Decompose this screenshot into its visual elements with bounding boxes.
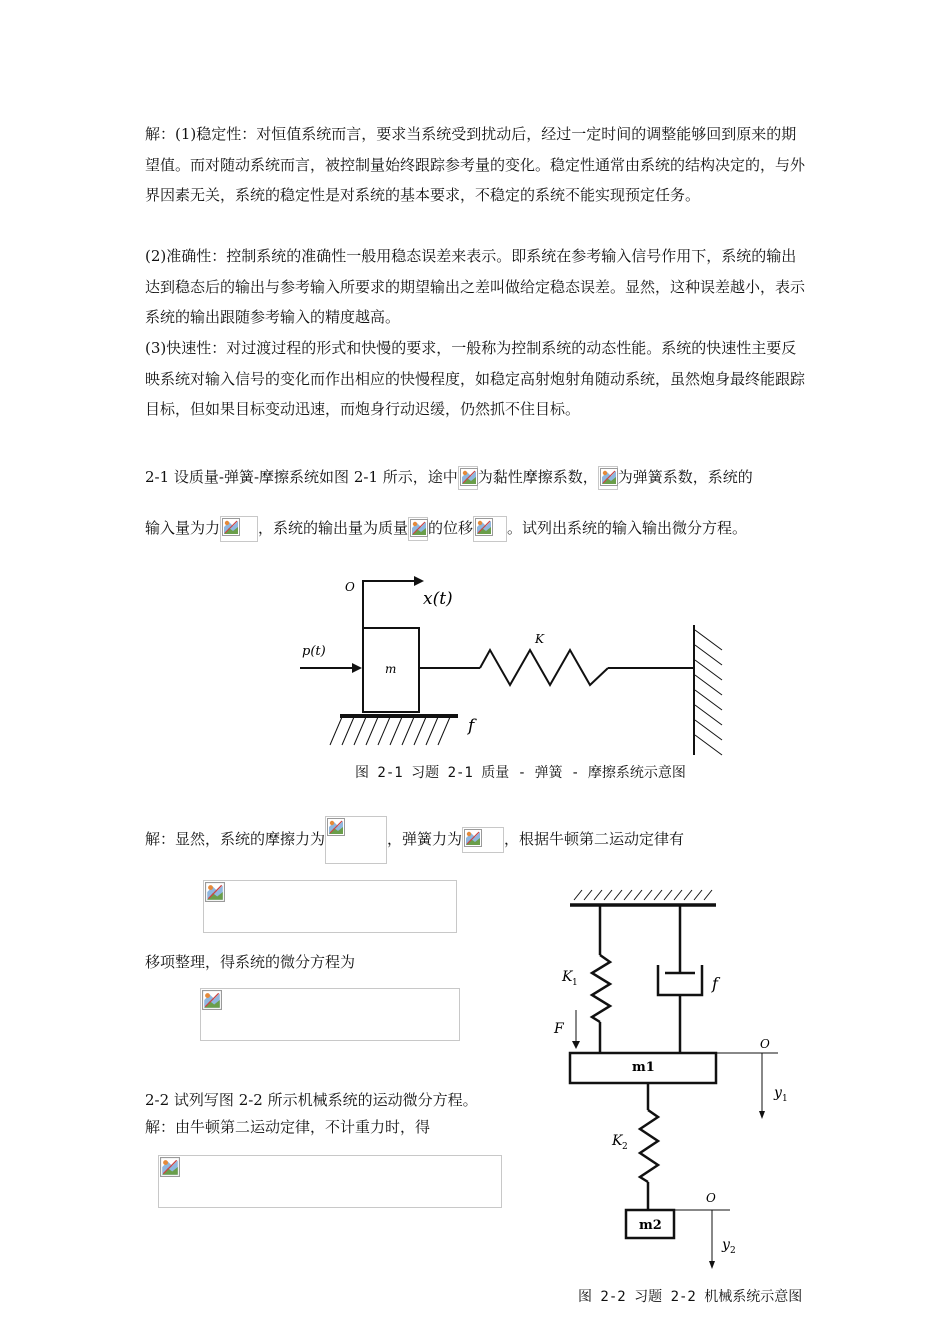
figure-2-2-diagram	[540, 885, 810, 1270]
solution-paragraph-stability: 解：(1)稳定性：对恒值系统而言，要求当系统受到扰动后，经过一定时间的调整能够回到原来的期望值。而对随动系统而言，被控制量始终跟踪参考量的变化。稳定性通常由系统的结构决定的，与外界因素无关，系统的稳定性是对系统的基本要求，不稳定的系统不能实现预定任务。	[145, 125, 806, 204]
label-damper: f	[712, 974, 718, 993]
broken-image-icon	[202, 990, 222, 1010]
label-m2: m2	[639, 1218, 662, 1233]
label-y1-sub: 1	[782, 1094, 788, 1104]
label-force: F	[554, 1021, 564, 1037]
label-origin: O	[345, 580, 355, 594]
ceiling-hatch	[574, 890, 712, 900]
broken-image-icon	[220, 516, 258, 542]
equation-image-2-2	[158, 1155, 502, 1208]
spring-k2	[640, 1110, 658, 1182]
problem-2-2-line-2: 解：由牛顿第二运动定律，不计重力时，得	[145, 1118, 431, 1136]
label-y2: y	[722, 1237, 730, 1253]
label-m1: m1	[632, 1060, 655, 1075]
label-spring: K	[535, 632, 544, 646]
label-k1-sub: 1	[572, 978, 578, 988]
broken-image-icon	[160, 1157, 180, 1177]
ground-hatch	[330, 717, 450, 745]
label-friction: f	[468, 716, 475, 736]
broken-image-icon	[462, 827, 504, 853]
label-p-t: p(t)	[302, 644, 326, 659]
solution-paragraph-rapidity: (3)快速性：对过渡过程的形式和快慢的要求，一般称为控制系统的动态性能。系统的快速性主要反映系统对输入信号的变化而作出相应的快慢程度，如稳定高射炮射角随动系统，虽然炮身最终能跟踪目标，但如果目标变动迅速，而炮身行动迟缓，仍然抓不住目标。	[145, 339, 806, 418]
figure-2-1-caption: 图 2-1 习题 2-1 质量 - 弹簧 - 摩擦系统示意图	[355, 765, 686, 781]
label-x-t: x(t)	[423, 589, 453, 609]
figure-2-1-diagram	[290, 565, 740, 765]
figure-2-2-caption: 图 2-2 习题 2-2 机械系统示意图	[578, 1289, 803, 1305]
label-y2-sub: 2	[730, 1246, 736, 1256]
equation-image-differential	[200, 988, 460, 1041]
label-origin-2: O	[706, 1191, 716, 1205]
label-k2: K	[612, 1133, 623, 1149]
equation-image-newton	[203, 880, 457, 933]
problem-2-1-line-1: 2-1 设质量-弹簧-摩擦系统如图 2-1 所示，途中 为黏性摩擦系数， 为弹簧系数，系统的	[145, 466, 753, 490]
broken-image-icon	[325, 816, 387, 864]
spring-k1	[592, 955, 610, 1022]
problem-2-1-line-2: 输入量为力 ，系统的输出量为质量 的位移 。试列出系统的输入输出微分方程。	[145, 516, 747, 542]
label-mass: m	[385, 662, 397, 676]
wall-hatch	[695, 630, 722, 755]
solution-paragraph-accuracy: (2)准确性：控制系统的准确性一般用稳态误差来表示。即系统在参考输入信号作用下，系统的输出达到稳态后的输出与参考输入所要求的期望输出之差叫做给定稳态误差。显然，这种误差越小，表示系统的输出跟随参考输入的精度越高。	[145, 247, 806, 326]
label-k1: K	[562, 969, 573, 985]
solution-2-1-line-1: 解：显然，系统的摩擦力为 ，弹簧力为 ，根据牛顿第二运动定律有	[145, 816, 684, 864]
label-k2-sub: 2	[622, 1142, 628, 1152]
broken-image-icon	[598, 466, 618, 490]
spring-k	[480, 650, 608, 685]
broken-image-icon	[408, 517, 428, 541]
problem-2-2-line-1: 2-2 试列写图 2-2 所示机械系统的运动微分方程。	[145, 1091, 478, 1109]
solution-2-1-line-2: 移项整理，得系统的微分方程为	[145, 953, 356, 971]
label-y1: y	[774, 1085, 782, 1101]
broken-image-icon	[458, 466, 478, 490]
label-origin-1: O	[760, 1037, 770, 1051]
broken-image-icon	[473, 516, 507, 542]
broken-image-icon	[205, 882, 225, 902]
